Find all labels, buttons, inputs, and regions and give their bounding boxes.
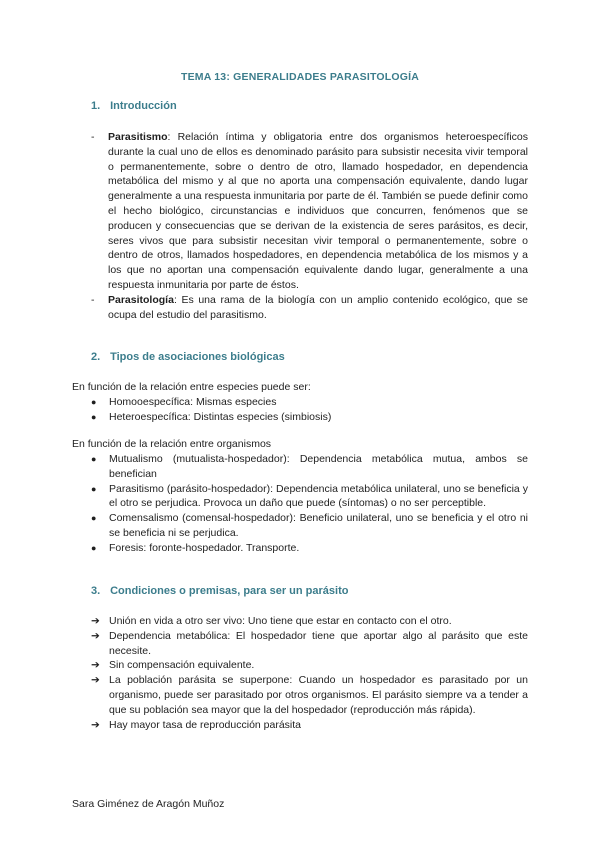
definition-parasitismo: : Relación íntima y obligatoria entre dos organismos heteroespecíficos durante la cual uno de ellos es denominado parásito para subsistir necesita vivir temporal o permanentemente, sobre o dentro de otro, llamado hospedador, en dependencia metabólica del mismo y al que no aporta una compensación equivalente, dando lugar generalmente a una respuesta inmunitaria por parte de él. También se puede definir como el hecho biológico, circunstancias e individuos que concurren, fenómenos que se producen y consecuencias que se derivan de la existencia de seres parásitos, es decir, seres vivos que para subsistir necesitan vivir temporal o permanentemente, sobre o dentro de otros, llamados hospedadores, en dependencia metabólica de los mismos y a los que no aportan una compensación equivalente dando lugar, generalmente a una respuesta inmunitaria por parte de éstos. <box>108 131 528 291</box>
section-number: 1. <box>91 100 101 112</box>
arrow-marker: ➔ <box>91 629 100 642</box>
bullet-marker: ● <box>91 397 97 407</box>
section-number: 2. <box>91 351 101 363</box>
list-item <box>91 629 528 659</box>
list-item-text: Mutualismo (mutualista-hospedador): Dependencia metabólica mutua, ambos se benefician <box>109 453 528 480</box>
list-item-text: Heteroespecífica: Distintas especies (simbiosis) <box>109 410 332 423</box>
document-title: TEMA 13: GENERALIDADES PARASITOLOGÍA <box>180 71 420 83</box>
author-footer: Sara Giménez de Aragón Muñoz <box>72 798 225 810</box>
arrow-marker: ➔ <box>91 674 100 687</box>
list-item-text: Dependencia metabólica: El hospedador tiene que aportar algo al parásito que este necesite. <box>109 629 528 657</box>
list-item-text: Hay mayor tasa de reproducción parásita <box>109 718 302 731</box>
list-item <box>91 130 528 293</box>
section-heading-tipos <box>91 351 285 363</box>
section-number: 3. <box>91 585 101 597</box>
organisms-list <box>91 452 528 556</box>
list-item <box>91 718 528 733</box>
arrow-marker: ➔ <box>91 659 100 672</box>
section-heading-condiciones <box>91 585 348 597</box>
species-list <box>91 395 528 425</box>
section-heading-introduccion <box>91 100 177 112</box>
list-item-text: Comensalismo (comensal-hospedador): Beneficio unilateral, uno se beneficia y el otro ni se beneficia ni se perjudica. <box>109 512 528 539</box>
list-item-text: Foresis: foronte-hospedador. Transporte. <box>109 541 300 554</box>
list-item <box>91 395 528 410</box>
list-item <box>91 410 528 425</box>
section-title: Introducción <box>110 100 177 112</box>
list-item <box>91 673 528 717</box>
list-item-text: Sin compensación equivalente. <box>109 659 255 672</box>
list-item <box>91 293 528 323</box>
term-parasitismo: Parasitismo <box>108 131 168 143</box>
bullet-marker: ● <box>91 411 97 422</box>
list-item-text: Parasitismo (parásito-hospedador): Dependencia metabólica unilateral, uno se beneficia y el otro se perjudica. Provoca un daño que puede (síntomas) o no ser perceptible. <box>109 482 528 510</box>
list-item <box>91 614 528 629</box>
bullet-marker: ● <box>91 513 97 524</box>
bullet-marker: ● <box>91 483 97 494</box>
arrow-marker: ➔ <box>91 615 100 627</box>
section-title: Condiciones o premisas, para ser un parásito <box>110 585 349 597</box>
dash-marker: - <box>91 293 95 306</box>
bullet-marker: ● <box>91 542 97 553</box>
dash-marker: - <box>91 131 95 143</box>
list-item <box>91 658 528 673</box>
list-item <box>91 482 528 512</box>
list-item-text: Homooespecífica: Mismas especies <box>109 396 277 408</box>
term-parasitologia: Parasitología <box>108 293 174 306</box>
list-item <box>91 541 528 556</box>
list-item-text: Unión en vida a otro ser vivo: Uno tiene que estar en contacto con el otro. <box>109 615 452 627</box>
species-intro: En función de la relación entre especies puede ser: <box>72 381 311 393</box>
definition-parasitologia: : Es una rama de la biología con un amplio contenido ecológico, que se ocupa del estudio del parasitismo. <box>108 293 528 321</box>
arrow-marker: ➔ <box>91 718 100 731</box>
list-item <box>91 452 528 482</box>
list-item-text: La población parásita se superpone: Cuando un hospedador es parasitado por un organismo, puede ser parasitado por otros organismos. El parásito siempre va a tender a que su población sea mayor que la del hospedador (reproducción más rápida). <box>109 674 528 716</box>
bullet-marker: ● <box>91 454 97 464</box>
list-item <box>91 511 528 541</box>
intro-list <box>91 130 528 322</box>
section-title: Tipos de asociaciones biológicas <box>110 351 285 363</box>
conditions-list <box>91 614 528 732</box>
organisms-intro: En función de la relación entre organismos <box>72 438 272 450</box>
